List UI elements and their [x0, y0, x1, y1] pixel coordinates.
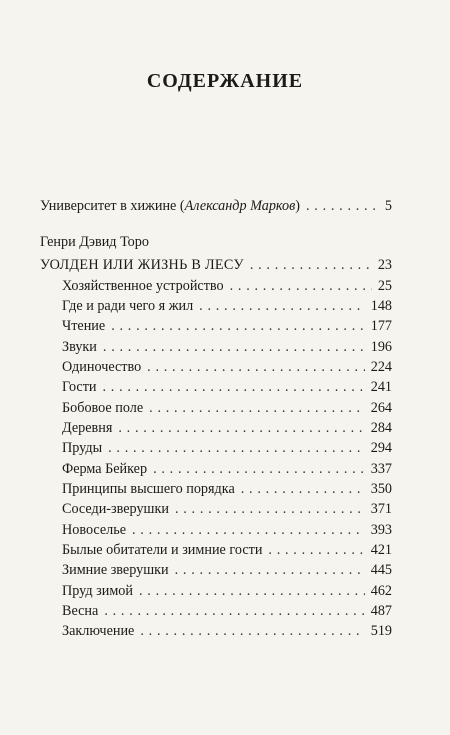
toc-entry-label: Былые обитатели и зимние гости [62, 542, 263, 558]
dot-leader [111, 316, 365, 336]
toc-entry-label [40, 196, 300, 216]
toc-entry-page: 393 [370, 522, 392, 538]
toc-entry-chapter[interactable] [62, 621, 392, 641]
toc-entry-page: 196 [370, 339, 392, 355]
toc-entry-page: 445 [370, 562, 392, 578]
dot-leader [250, 255, 372, 275]
toc-entry-label: Гости [62, 379, 97, 395]
toc-entry-chapter[interactable] [62, 377, 392, 397]
dot-leader [268, 540, 364, 560]
toc-entry-chapter[interactable] [62, 438, 392, 458]
page-title: СОДЕРЖАНИЕ [146, 70, 304, 92]
toc-entry-label: Деревня [62, 420, 113, 436]
toc-entry-page: 5 [384, 198, 392, 214]
toc-entry-page: 294 [370, 440, 392, 456]
toc-entry-page: 487 [370, 603, 392, 619]
toc-entry-label: Зимние зверушки [62, 562, 169, 578]
toc-entry-chapter[interactable] [62, 337, 392, 357]
toc-entry-chapter[interactable] [62, 581, 392, 601]
toc-entry-label-suffix: ) [295, 198, 300, 214]
dot-leader [175, 499, 365, 519]
toc-entry-chapter[interactable] [62, 296, 392, 316]
toc-entry-page: 264 [370, 400, 392, 416]
toc-entry-chapter[interactable] [62, 560, 392, 580]
dot-leader [199, 296, 365, 316]
toc-entry-label: Новоселье [62, 522, 127, 538]
toc-entry-label: Хозяйственное устройство [62, 278, 224, 294]
dot-leader [147, 357, 365, 377]
toc-entry-chapter[interactable] [62, 398, 392, 418]
toc-entry-page: 224 [370, 359, 392, 375]
dot-leader [103, 377, 365, 397]
dot-leader [230, 276, 372, 296]
dot-leader [104, 601, 364, 621]
toc-entry-chapter[interactable] [62, 540, 392, 560]
dot-leader [153, 459, 365, 479]
toc-entry-book[interactable] [40, 255, 392, 275]
toc-entry-chapter[interactable] [62, 601, 392, 621]
toc-entry-page: 23 [377, 257, 392, 273]
toc-entry-label: Пруды [62, 440, 103, 456]
dot-leader [108, 438, 365, 458]
dot-leader [241, 479, 365, 499]
toc-entry-label: Заключение [62, 623, 135, 639]
toc-entry-page: 284 [370, 420, 392, 436]
toc-entry-label: Где и ради чего я жил [62, 298, 194, 314]
toc-entry-label: Чтение [62, 318, 106, 334]
toc-entry-label: Соседи-зверушки [62, 501, 169, 517]
dot-leader [140, 621, 364, 641]
dot-leader [175, 560, 365, 580]
toc-entry-page: 337 [370, 461, 392, 477]
toc-entry-page: 421 [370, 542, 392, 558]
toc-entry-page: 462 [370, 583, 392, 599]
toc-entry-intro[interactable] [40, 196, 392, 216]
toc-entry-chapter[interactable] [62, 276, 392, 296]
toc-entry-chapter[interactable] [62, 418, 392, 438]
toc-entry-chapter[interactable] [62, 459, 392, 479]
toc-entry-page: 25 [377, 278, 392, 294]
toc-entry-label: Ферма Бейкер [62, 461, 148, 477]
dot-leader [103, 337, 365, 357]
toc-entry-page: 371 [370, 501, 392, 517]
dot-leader [139, 581, 365, 601]
toc-entry-label: Принципы высшего порядка [62, 481, 235, 497]
toc-entry-label: Одиночество [62, 359, 142, 375]
toc-entry-chapter[interactable] [62, 499, 392, 519]
toc-entry-label: Весна [62, 603, 99, 619]
dot-leader [149, 398, 365, 418]
dot-leader [306, 196, 379, 216]
toc-entry-page: 350 [370, 481, 392, 497]
toc-entry-chapter[interactable] [62, 316, 392, 336]
toc-entry-page: 519 [370, 623, 392, 639]
toc-entry-page: 148 [370, 298, 392, 314]
dot-leader [132, 520, 365, 540]
author-name: Генри Дэвид Торо [40, 234, 149, 250]
dot-leader [118, 418, 364, 438]
toc-entry-label-prefix: Университет в хижине ( [40, 198, 185, 214]
toc-entry-label: Бобовое поле [62, 400, 144, 416]
toc-entry-page: 177 [370, 318, 392, 334]
toc-entry-chapter[interactable] [62, 520, 392, 540]
toc-entry-label: Пруд зимой [62, 583, 133, 599]
toc-entry-chapter[interactable] [62, 357, 392, 377]
toc-entry-label: Звуки [62, 339, 97, 355]
toc-entry-label-author: Александр Марков [184, 198, 296, 214]
toc-entry-page: 241 [370, 379, 392, 395]
toc-entry-chapter[interactable] [62, 479, 392, 499]
toc-entry-label: УОЛДЕН ИЛИ ЖИЗНЬ В ЛЕСУ [40, 257, 244, 273]
